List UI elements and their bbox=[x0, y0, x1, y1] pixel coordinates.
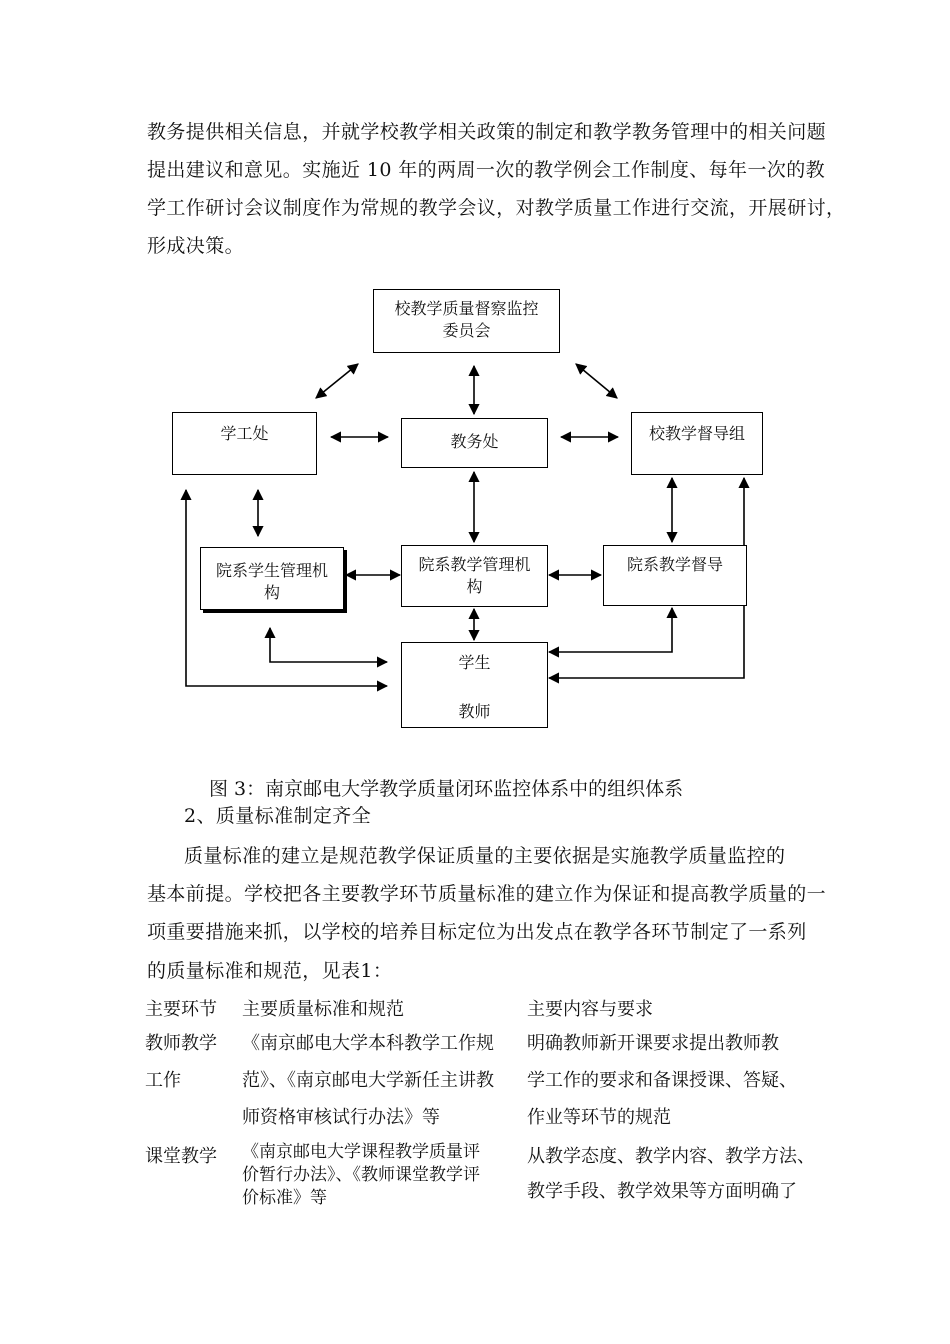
paragraph-line: 形成决策。 bbox=[147, 235, 245, 257]
arrow-committee-supervision bbox=[576, 364, 617, 398]
node-teacher-label: 教师 bbox=[458, 702, 491, 721]
arrow-committee-student-affairs bbox=[316, 364, 358, 398]
node-student-affairs-label: 学工处 bbox=[220, 424, 269, 443]
table-cell: 明确教师新开课要求提出教师教 bbox=[527, 1033, 779, 1054]
arrow-student-deptsupervision bbox=[549, 608, 672, 652]
section-heading: 2、质量标准制定齐全 bbox=[184, 805, 372, 827]
table-cell: 范》、《南京邮电大学新任主讲教 bbox=[242, 1070, 494, 1091]
node-dept-student-mgmt bbox=[200, 547, 344, 610]
table-cell: 价标准》等 bbox=[242, 1188, 327, 1208]
table-header: 主要质量标准和规范 bbox=[242, 999, 404, 1020]
table-cell: 《南京邮电大学本科教学工作规 bbox=[242, 1033, 494, 1054]
table-cell: 学工作的要求和备课授课、答疑、 bbox=[527, 1070, 797, 1091]
table-cell: 师资格审核试行办法》等 bbox=[242, 1107, 440, 1128]
node-committee-line1: 校教学质量督察监控 bbox=[394, 299, 539, 318]
node-dept-student-mgmt-line1: 院系学生管理机 bbox=[215, 561, 328, 580]
arrow-deptstudent-student bbox=[270, 628, 387, 662]
node-dept-supervision-label: 院系教学督导 bbox=[626, 555, 723, 574]
table-cell: 《南京邮电大学课程教学质量评 bbox=[242, 1142, 480, 1162]
table-cell: 教师教学 bbox=[145, 1033, 217, 1054]
node-academic-affairs-label: 教务处 bbox=[450, 432, 499, 451]
node-student-affairs bbox=[172, 412, 317, 475]
section-line: 的质量标准和规范，见表1： bbox=[147, 960, 393, 982]
node-dept-supervision bbox=[603, 545, 747, 606]
paragraph-line: 学工作研讨会议制度作为常规的教学会议，对教学质量工作进行交流，开展研讨， bbox=[147, 197, 846, 219]
node-student-label: 学生 bbox=[458, 653, 491, 672]
table-cell: 教学手段、教学效果等方面明确了 bbox=[527, 1181, 797, 1202]
table-cell: 工作 bbox=[145, 1070, 181, 1091]
table-cell: 价暂行办法》、《教师课堂教学评 bbox=[242, 1165, 480, 1185]
node-dept-teaching-mgmt-line2: 构 bbox=[466, 577, 483, 596]
node-student-teacher bbox=[401, 642, 548, 728]
node-committee bbox=[373, 289, 560, 353]
table-cell: 从教学态度、教学内容、教学方法、 bbox=[527, 1146, 815, 1167]
node-supervision-group-label: 校教学督导组 bbox=[648, 424, 745, 443]
node-committee-line2: 委员会 bbox=[442, 321, 491, 340]
section-line: 基本前提。学校把各主要教学环节质量标准的建立作为保证和提高教学质量的一 bbox=[147, 883, 827, 905]
node-supervision-group bbox=[631, 412, 763, 475]
table-header: 主要内容与要求 bbox=[527, 999, 653, 1020]
node-dept-teaching-mgmt bbox=[401, 545, 548, 607]
table-cell: 课堂教学 bbox=[145, 1146, 217, 1167]
section-line: 项重要措施来抓，以学校的培养目标定位为出发点在教学各环节制定了一系列 bbox=[147, 921, 807, 943]
paragraph-line: 教务提供相关信息，并就学校教学相关政策的制定和教学教务管理中的相关问题 bbox=[147, 121, 827, 143]
node-academic-affairs bbox=[401, 418, 548, 468]
table-header: 主要环节 bbox=[145, 999, 217, 1020]
paragraph-line: 提出建议和意见。实施近 10 年的两周一次的教学例会工作制度、每年一次的教 bbox=[147, 159, 826, 181]
figure-caption: 图 3：南京邮电大学教学质量闭环监控体系中的组织体系 bbox=[209, 778, 684, 800]
node-dept-teaching-mgmt-line1: 院系教学管理机 bbox=[418, 555, 531, 574]
node-dept-student-mgmt-line2: 构 bbox=[263, 583, 280, 602]
section-line: 质量标准的建立是规范教学保证质量的主要依据是实施教学质量监控的 bbox=[184, 845, 786, 867]
table-cell: 作业等环节的规范 bbox=[527, 1107, 671, 1128]
